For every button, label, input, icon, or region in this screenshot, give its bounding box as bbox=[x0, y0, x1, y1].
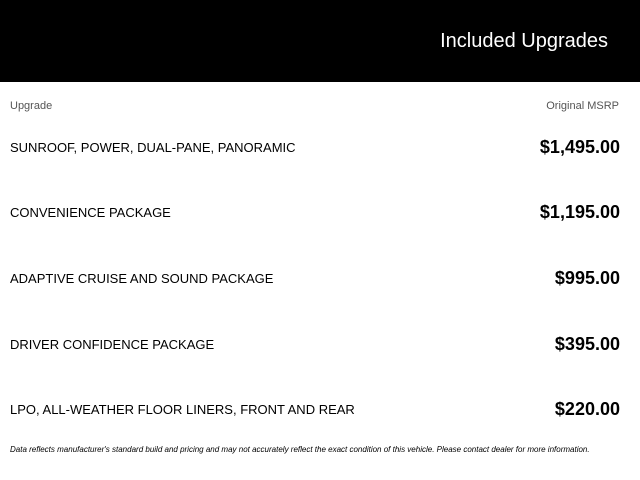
page-title: Included Upgrades bbox=[440, 30, 608, 52]
disclaimer-text: Data reflects manufacturer's standard build and pricing and may not accurately reflect the exact condition of this vehicle. Please contact dealer for more information. bbox=[10, 445, 590, 454]
upgrade-name: LPO, ALL-WEATHER FLOOR LINERS, FRONT AND REAR bbox=[10, 402, 355, 417]
upgrade-price: $395.00 bbox=[554, 334, 620, 354]
table-row bbox=[0, 329, 640, 361]
table-row bbox=[0, 197, 640, 229]
table-row bbox=[0, 132, 640, 164]
header-bar bbox=[0, 0, 640, 82]
upgrade-name: DRIVER CONFIDENCE PACKAGE bbox=[10, 337, 215, 352]
column-header-upgrade: Upgrade bbox=[10, 100, 53, 112]
upgrade-name: ADAPTIVE CRUISE AND SOUND PACKAGE bbox=[10, 271, 274, 286]
upgrade-price: $1,195.00 bbox=[539, 202, 620, 222]
upgrade-price: $995.00 bbox=[554, 268, 620, 288]
upgrade-name: CONVENIENCE PACKAGE bbox=[10, 205, 171, 220]
table-row bbox=[0, 263, 640, 295]
table-row bbox=[0, 394, 640, 426]
column-header-msrp: Original MSRP bbox=[546, 100, 619, 112]
upgrade-name: SUNROOF, POWER, DUAL-PANE, PANORAMIC bbox=[10, 140, 296, 155]
upgrade-price: $1,495.00 bbox=[539, 137, 620, 157]
upgrade-price: $220.00 bbox=[554, 399, 620, 419]
